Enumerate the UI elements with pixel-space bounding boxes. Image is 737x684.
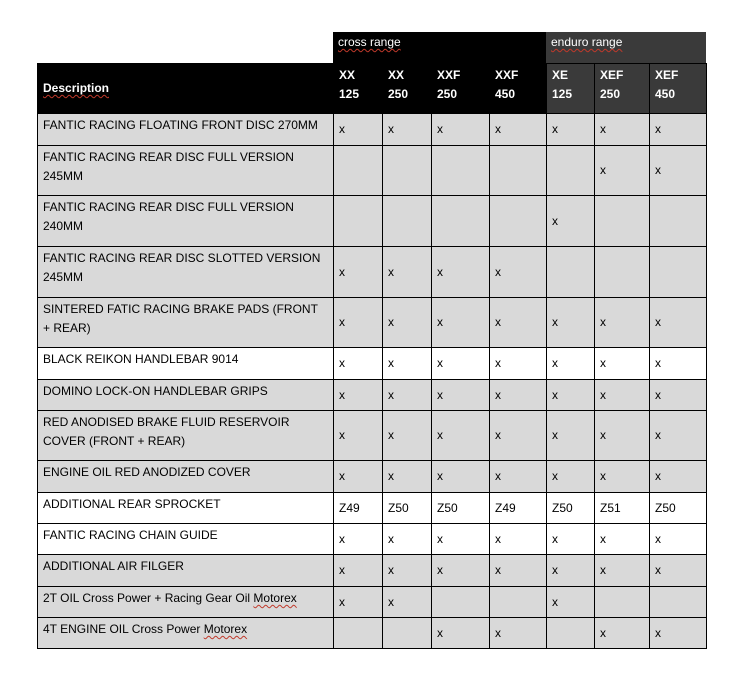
model-name: XEF: [655, 68, 679, 82]
fitment-cell: x: [595, 380, 650, 411]
fitment-cell: x: [334, 411, 383, 461]
description-cell: SINTERED FATIC RACING BRAKE PADS (FRONT + REAR): [38, 298, 334, 348]
fitment-cell: x: [334, 555, 383, 587]
fitment-cell: [490, 587, 547, 618]
fitment-cell: x: [547, 555, 595, 587]
fitment-cell: [432, 587, 490, 618]
table-row: [38, 114, 707, 146]
fitment-cell: x: [650, 555, 707, 587]
fitment-cell: [595, 247, 650, 298]
fitment-cell: x: [490, 247, 547, 298]
fitment-cell: x: [650, 618, 707, 649]
fitment-cell: x: [432, 298, 490, 348]
table-row: [38, 196, 707, 247]
fitment-cell: [383, 196, 432, 247]
fitment-cell: x: [547, 461, 595, 493]
fitment-cell: x: [595, 146, 650, 196]
fitment-cell: x: [432, 114, 490, 146]
model-size: 125: [339, 87, 360, 101]
fitment-cell: [547, 618, 595, 649]
fitment-cell: x: [334, 247, 383, 298]
model-header: [547, 64, 595, 114]
description-brand-text: Motorex: [203, 622, 248, 636]
fitment-cell: x: [650, 348, 707, 380]
fitment-cell: Z50: [383, 493, 432, 524]
fitment-cell: x: [595, 114, 650, 146]
description-header: [38, 64, 334, 114]
fitment-cell: [650, 247, 707, 298]
table-row: [38, 411, 707, 461]
fitment-cell: x: [432, 618, 490, 649]
table-row: [38, 298, 707, 348]
fitment-cell: x: [432, 524, 490, 555]
description-cell: FANTIC RACING CHAIN GUIDE: [38, 524, 334, 555]
model-name: XX: [388, 68, 405, 82]
description-header-label: Description: [43, 81, 110, 95]
model-size: 450: [495, 87, 516, 101]
fitment-cell: x: [595, 348, 650, 380]
fitment-cell: x: [490, 348, 547, 380]
table-row: [38, 555, 707, 587]
fitment-cell: Z50: [650, 493, 707, 524]
fitment-cell: [490, 196, 547, 247]
enduro-range-header: [546, 32, 706, 63]
model-name: XX: [339, 68, 356, 82]
model-header: [383, 64, 432, 114]
model-name: XXF: [495, 68, 519, 82]
model-name: XE: [552, 68, 569, 82]
table-row: [38, 348, 707, 380]
fitment-cell: x: [490, 114, 547, 146]
fitment-cell: [383, 146, 432, 196]
model-header: [650, 64, 707, 114]
model-size: 250: [388, 87, 409, 101]
fitment-cell: x: [383, 247, 432, 298]
model-name: XEF: [600, 68, 624, 82]
fitment-cell: x: [383, 555, 432, 587]
description-cell: FANTIC RACING FLOATING FRONT DISC 270MM: [38, 114, 334, 146]
fitment-cell: x: [547, 587, 595, 618]
fitment-cell: x: [650, 146, 707, 196]
description-cell: ADDITIONAL AIR FILGER: [38, 555, 334, 587]
model-size: 125: [552, 87, 573, 101]
fitment-cell: x: [432, 348, 490, 380]
table-row: [38, 146, 707, 196]
fitment-cell: x: [547, 524, 595, 555]
table-body: [38, 114, 707, 649]
fitment-cell: x: [383, 587, 432, 618]
fitment-cell: x: [334, 298, 383, 348]
cross-range-label: cross range: [338, 35, 401, 49]
fitment-cell: [334, 196, 383, 247]
table-row: [38, 618, 707, 649]
model-header: [595, 64, 650, 114]
fitment-cell: x: [432, 247, 490, 298]
description-cell: [38, 587, 334, 618]
table-row: [38, 587, 707, 618]
fitment-cell: [490, 146, 547, 196]
fitment-cell: x: [547, 196, 595, 247]
fitment-cell: x: [547, 114, 595, 146]
enduro-range-label: enduro range: [551, 35, 623, 49]
table-row: [38, 524, 707, 555]
model-size: 250: [437, 87, 458, 101]
model-header: [432, 64, 490, 114]
fitment-cell: x: [432, 380, 490, 411]
fitment-cell: [650, 587, 707, 618]
fitment-cell: x: [595, 618, 650, 649]
fitment-cell: [547, 146, 595, 196]
fitment-cell: x: [432, 461, 490, 493]
fitment-cell: x: [547, 411, 595, 461]
description-cell: ENGINE OIL RED ANODIZED COVER: [38, 461, 334, 493]
cross-range-header: [333, 32, 546, 63]
fitment-cell: x: [490, 461, 547, 493]
fitment-cell: x: [650, 411, 707, 461]
compatibility-table: [37, 63, 707, 649]
fitment-cell: x: [490, 524, 547, 555]
model-size: 450: [655, 87, 676, 101]
fitment-cell: x: [383, 461, 432, 493]
fitment-cell: x: [383, 380, 432, 411]
description-cell: DOMINO LOCK-ON HANDLEBAR GRIPS: [38, 380, 334, 411]
description-cell: FANTIC RACING REAR DISC FULL VERSION 245MM: [38, 146, 334, 196]
description-cell: BLACK REIKON HANDLEBAR 9014: [38, 348, 334, 380]
fitment-cell: x: [650, 461, 707, 493]
fitment-cell: x: [490, 555, 547, 587]
description-cell: [38, 618, 334, 649]
fitment-cell: x: [334, 380, 383, 411]
fitment-cell: [432, 196, 490, 247]
fitment-cell: x: [432, 411, 490, 461]
fitment-cell: Z49: [334, 493, 383, 524]
fitment-cell: x: [595, 298, 650, 348]
table-header-row: [38, 64, 707, 114]
fitment-cell: x: [650, 380, 707, 411]
fitment-cell: [547, 247, 595, 298]
fitment-cell: x: [490, 298, 547, 348]
table-row: [38, 493, 707, 524]
description-text: 4T ENGINE OIL Cross Power: [43, 622, 204, 636]
fitment-cell: x: [383, 524, 432, 555]
fitment-cell: x: [490, 380, 547, 411]
fitment-cell: x: [383, 298, 432, 348]
fitment-cell: x: [595, 461, 650, 493]
description-cell: FANTIC RACING REAR DISC SLOTTED VERSION 245MM: [38, 247, 334, 298]
fitment-cell: x: [383, 114, 432, 146]
model-size: 250: [600, 87, 621, 101]
table-row: [38, 461, 707, 493]
fitment-cell: x: [650, 524, 707, 555]
description-brand-text: Motorex: [253, 591, 297, 605]
fitment-cell: x: [650, 114, 707, 146]
fitment-cell: x: [547, 298, 595, 348]
fitment-cell: [334, 618, 383, 649]
fitment-cell: x: [334, 114, 383, 146]
fitment-cell: x: [547, 380, 595, 411]
fitment-cell: x: [490, 411, 547, 461]
fitment-cell: x: [595, 524, 650, 555]
fitment-cell: x: [595, 555, 650, 587]
table-row: [38, 380, 707, 411]
fitment-cell: [432, 146, 490, 196]
fitment-cell: x: [334, 348, 383, 380]
description-cell: ADDITIONAL REAR SPROCKET: [38, 493, 334, 524]
fitment-cell: x: [334, 524, 383, 555]
fitment-cell: Z51: [595, 493, 650, 524]
fitment-cell: Z50: [432, 493, 490, 524]
table-row: [38, 247, 707, 298]
fitment-cell: x: [432, 555, 490, 587]
fitment-cell: x: [650, 298, 707, 348]
fitment-cell: x: [383, 411, 432, 461]
model-name: XXF: [437, 68, 461, 82]
fitment-cell: [334, 146, 383, 196]
model-header: [334, 64, 383, 114]
fitment-cell: x: [490, 618, 547, 649]
fitment-cell: x: [595, 411, 650, 461]
description-cell: RED ANODISED BRAKE FLUID RESERVOIR COVER (FRONT + REAR): [38, 411, 334, 461]
model-header: [490, 64, 547, 114]
fitment-cell: [595, 196, 650, 247]
fitment-cell: [650, 196, 707, 247]
fitment-cell: Z49: [490, 493, 547, 524]
fitment-cell: [383, 618, 432, 649]
fitment-cell: x: [334, 461, 383, 493]
fitment-cell: x: [547, 348, 595, 380]
fitment-cell: [595, 587, 650, 618]
fitment-cell: x: [383, 348, 432, 380]
description-cell: FANTIC RACING REAR DISC FULL VERSION 240MM: [38, 196, 334, 247]
description-text: 2T OIL Cross Power + Racing Gear Oil: [43, 591, 254, 605]
fitment-cell: x: [334, 587, 383, 618]
fitment-cell: Z50: [547, 493, 595, 524]
